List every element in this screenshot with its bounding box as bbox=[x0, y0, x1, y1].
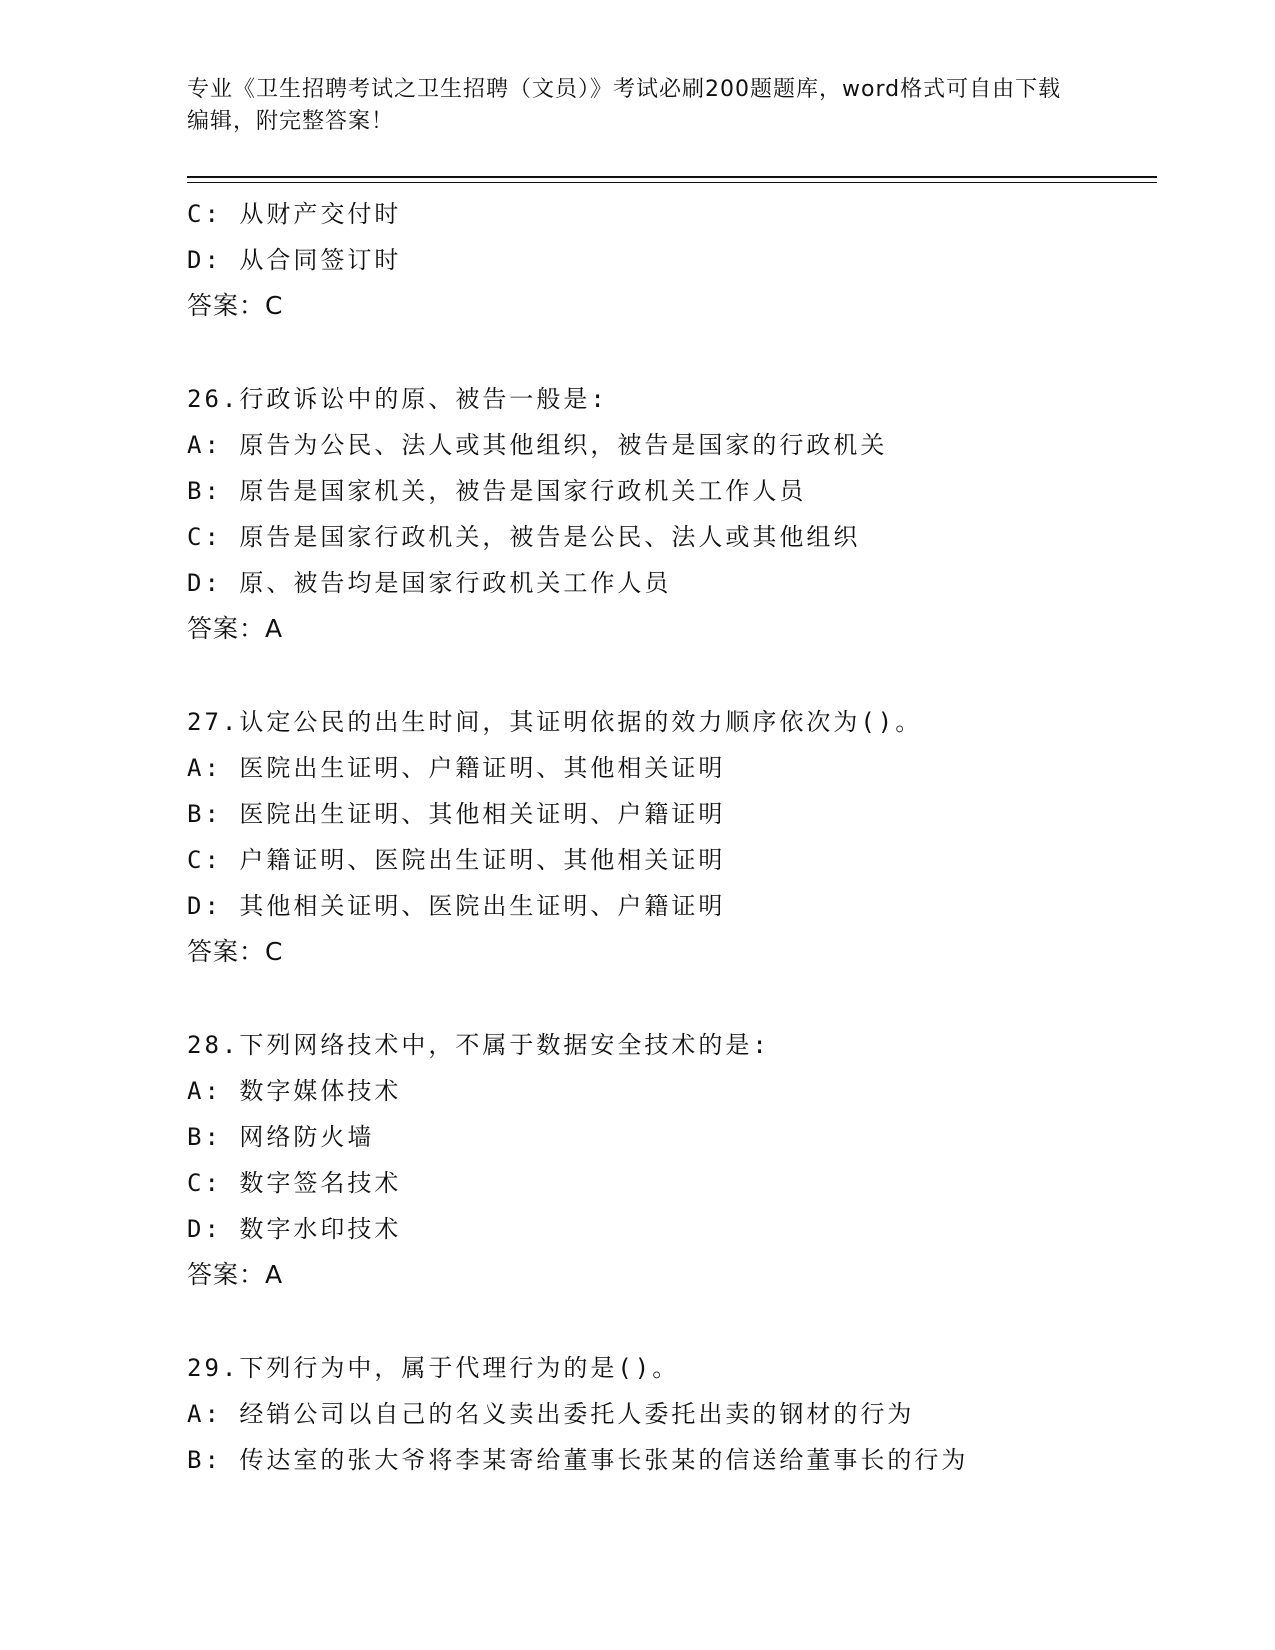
option-a: A: 原告为公民、法人或其他组织，被告是国家的行政机关 bbox=[187, 431, 888, 459]
option-a: A: 经销公司以自己的名义卖出委托人委托出卖的钢材的行为 bbox=[187, 1400, 915, 1428]
answer-line: 答案：A bbox=[187, 614, 284, 643]
option-b: B: 原告是国家机关，被告是国家行政机关工作人员 bbox=[187, 477, 807, 505]
option-a: A: 医院出生证明、户籍证明、其他相关证明 bbox=[187, 754, 726, 782]
question-25-partial bbox=[187, 191, 1157, 329]
question-26 bbox=[187, 376, 1157, 652]
option-d: D: 原、被告均是国家行政机关工作人员 bbox=[187, 569, 672, 597]
option-b: B: 传达室的张大爷将李某寄给董事长张某的信送给董事长的行为 bbox=[187, 1446, 969, 1474]
header-divider-thin bbox=[187, 182, 1157, 183]
answer-line: 答案：A bbox=[187, 1260, 284, 1289]
answer-line: 答案：C bbox=[187, 291, 284, 320]
answer-line: 答案：C bbox=[187, 937, 284, 966]
option-c: C: 从财产交付时 bbox=[187, 200, 402, 228]
option-d: D: 其他相关证明、医院出生证明、户籍证明 bbox=[187, 892, 726, 920]
question-stem: 29.下列行为中，属于代理行为的是()。 bbox=[187, 1354, 680, 1382]
option-d: D: 数字水印技术 bbox=[187, 1215, 402, 1243]
option-c: C: 原告是国家行政机关，被告是公民、法人或其他组织 bbox=[187, 523, 861, 551]
question-list bbox=[187, 191, 1157, 1483]
question-stem: 27.认定公民的出生时间，其证明依据的效力顺序依次为()。 bbox=[187, 708, 923, 736]
question-29 bbox=[187, 1345, 1157, 1483]
option-d: D: 从合同签订时 bbox=[187, 246, 402, 274]
option-c: C: 数字签名技术 bbox=[187, 1169, 402, 1197]
option-b: B: 医院出生证明、其他相关证明、户籍证明 bbox=[187, 800, 726, 828]
header-divider-thick bbox=[187, 176, 1157, 178]
page-header: 专业《卫生招聘考试之卫生招聘（文员）》考试必刷200题题库，word格式可自由下载编辑，附完整答案！ bbox=[187, 77, 1062, 134]
question-stem: 26.行政诉讼中的原、被告一般是: bbox=[187, 385, 608, 413]
option-a: A: 数字媒体技术 bbox=[187, 1077, 402, 1105]
option-b: B: 网络防火墙 bbox=[187, 1123, 375, 1151]
option-c: C: 户籍证明、医院出生证明、其他相关证明 bbox=[187, 846, 726, 874]
question-stem: 28.下列网络技术中，不属于数据安全技术的是: bbox=[187, 1031, 770, 1059]
question-27 bbox=[187, 699, 1157, 975]
question-28 bbox=[187, 1022, 1157, 1298]
